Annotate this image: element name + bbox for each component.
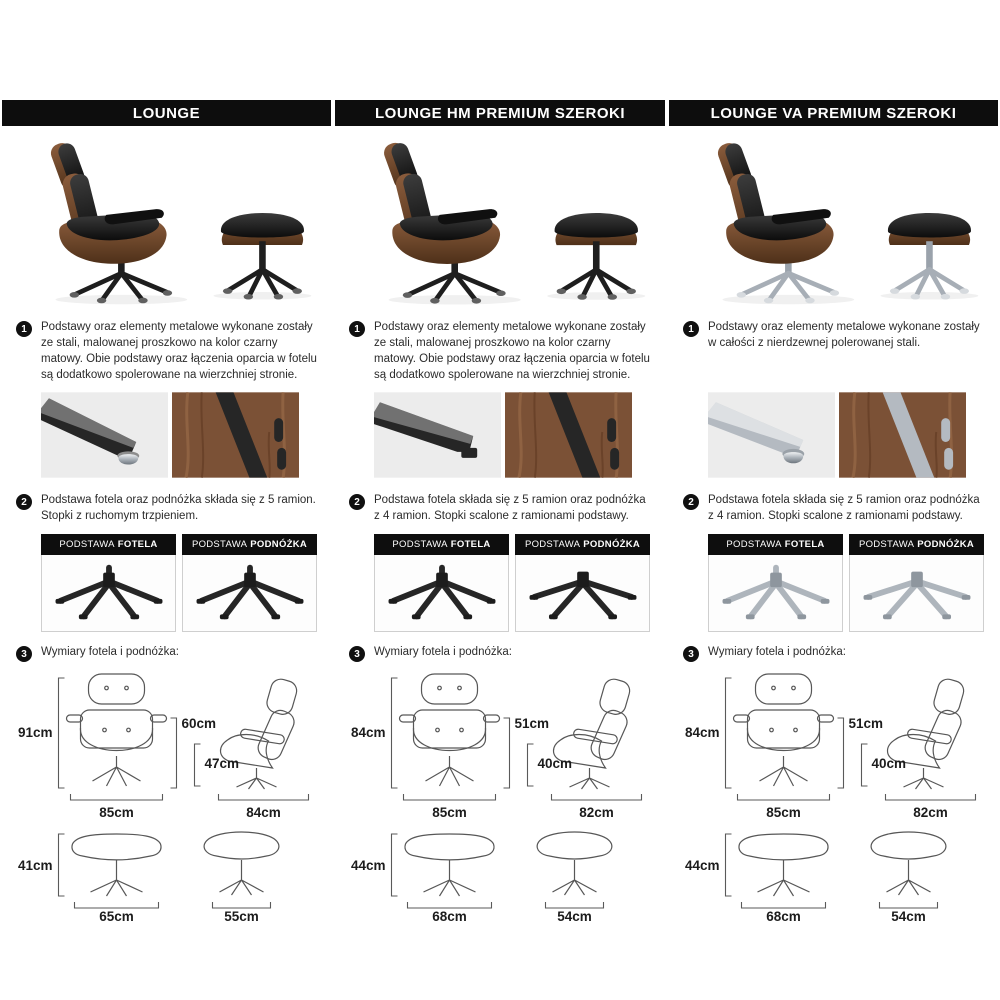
chair-dimensions-drawing	[349, 670, 651, 820]
step-3-badge: 3	[683, 646, 699, 662]
base-box-chair	[708, 534, 843, 632]
base-boxes	[374, 534, 651, 632]
dim-chair-seat-height: 40cm	[537, 756, 573, 771]
base-box-ottoman	[182, 534, 317, 632]
ottoman-cushion	[221, 213, 304, 237]
dim-chair-seat-height: 47cm	[204, 756, 240, 771]
dim-ottoman-depth: 54cm	[891, 909, 926, 922]
ottoman-dimensions-drawing	[349, 822, 651, 922]
ottoman-dimensions-drawing	[16, 822, 317, 922]
dim-chair-height: 84cm	[684, 725, 720, 740]
ottoman-base	[890, 241, 969, 299]
step-2	[683, 493, 984, 526]
ottoman-base	[557, 241, 636, 300]
label-prefix: PODSTAWA	[191, 539, 248, 550]
base-box-ottoman-label	[515, 534, 650, 555]
product-photo-chair-ottoman	[16, 132, 317, 310]
step-2	[16, 493, 317, 526]
step-1	[349, 320, 651, 384]
column-body	[667, 126, 1000, 922]
step-3-text: Wymiary fotela i podnóżka:	[374, 646, 512, 658]
four-arm-base-illustration	[520, 558, 646, 628]
base-box-ottoman	[515, 534, 650, 632]
ottoman-cushion	[888, 213, 971, 237]
base-box-ottoman-image	[182, 555, 317, 632]
base-box-ottoman-label	[182, 534, 317, 555]
dim-ottoman-width: 68cm	[766, 909, 801, 922]
ottoman-dims-svg	[683, 822, 984, 922]
dim-chair-depth: 82cm	[913, 805, 948, 820]
lounge-chair-photo-illustration	[683, 132, 984, 310]
five-arm-base-illustration	[187, 558, 313, 628]
detail-photo-shell-bracket	[172, 392, 299, 478]
detail-photos	[41, 392, 317, 478]
base-box-chair-label	[41, 534, 176, 555]
dim-chair-width: 85cm	[766, 805, 801, 820]
step-1-text: Podstawy oraz elementy metalowe wykonane zostały w całości z nierdzewnej polerowanej stali.	[708, 321, 980, 349]
base-box-chair	[41, 534, 176, 632]
dim-chair-depth: 84cm	[246, 805, 281, 820]
base-boxes	[708, 534, 984, 632]
step-2	[349, 493, 651, 526]
detail-photo-base-foot	[374, 392, 501, 478]
column-title: LOUNGE VA PREMIUM SZEROKI	[710, 104, 957, 122]
label-bold: PODNÓŻKA	[917, 539, 975, 550]
step-1-text: Podstawy oraz elementy metalowe wykonane zostały ze stali, malowanej proszkowo na kolor czarny matowy. Obie podstawy oraz łączenia oparcia w fotelu są dodatkowo spolerowane na wierzchniej stronie.	[374, 321, 650, 381]
detail-photo-shell-bracket	[839, 392, 966, 478]
dim-ottoman-depth: 54cm	[557, 909, 592, 922]
detail-photos	[708, 392, 984, 478]
step-3-badge: 3	[349, 646, 365, 662]
dim-chair-depth: 82cm	[579, 805, 614, 820]
step-1	[16, 320, 317, 384]
step-3-badge: 3	[16, 646, 32, 662]
step-3	[683, 645, 984, 662]
dim-chair-width: 85cm	[432, 805, 467, 820]
chair-dimensions-drawing	[16, 670, 317, 820]
chair-dimensions-drawing	[683, 670, 984, 820]
label-bold: PODNÓŻKA	[250, 539, 308, 550]
detail-photos	[374, 392, 651, 478]
label-bold: PODNÓŻKA	[583, 539, 641, 550]
label-prefix: PODSTAWA	[524, 539, 581, 550]
step-3	[16, 645, 317, 662]
step-2-text: Podstawa fotela składa się z 5 ramion oraz podnóżka z 4 ramion. Stopki scalone z ramionami podstawy.	[708, 494, 980, 522]
product-photo-chair-ottoman	[683, 132, 984, 310]
five-arm-base-illustration	[713, 558, 839, 628]
four-arm-base-illustration	[854, 558, 980, 628]
dim-chair-arm-height: 60cm	[181, 716, 217, 731]
step-1-text: Podstawy oraz elementy metalowe wykonane zostały ze stali, malowanej proszkowo na kolor czarny matowy. Obie podstawy oraz łączenia oparcia w fotelu są dodatkowo spolerowane na wierzchniej stronie.	[41, 321, 317, 381]
dim-chair-height: 91cm	[17, 725, 53, 740]
label-bold: FOTELA	[117, 539, 158, 550]
column-lounge-va-premium	[667, 100, 1000, 922]
dim-ottoman-width: 68cm	[432, 909, 467, 922]
five-arm-base-illustration	[379, 558, 505, 628]
dim-chair-height: 84cm	[350, 725, 386, 740]
detail-photo-shell-bracket	[505, 392, 632, 478]
dim-ottoman-depth: 55cm	[224, 909, 259, 922]
column-lounge	[0, 100, 333, 922]
step-2-text: Podstawa fotela składa się z 5 ramion oraz podnóżka z 4 ramion. Stopki scalone z ramionami podstawy.	[374, 494, 646, 522]
step-2-badge: 2	[16, 494, 32, 510]
chair-dims-svg	[349, 670, 650, 820]
detail-photo-base-foot	[41, 392, 168, 478]
dim-ottoman-height: 41cm	[17, 858, 53, 873]
step-1-badge: 1	[16, 321, 32, 337]
step-3-text: Wymiary fotela i podnóżka:	[41, 646, 179, 658]
label-bold: FOTELA	[784, 539, 825, 550]
base-box-chair-image	[708, 555, 843, 632]
base-box-ottoman-image	[515, 555, 650, 632]
detail-photo-base-foot	[708, 392, 835, 478]
step-2-text: Podstawa fotela oraz podnóżka składa się z 5 ramion. Stopki z ruchomym trzpieniem.	[41, 494, 316, 522]
column-body	[0, 126, 333, 922]
column-title-bar	[669, 100, 998, 126]
dim-chair-width: 85cm	[99, 805, 134, 820]
base-box-chair-label	[708, 534, 843, 555]
label-prefix: PODSTAWA	[392, 539, 448, 550]
label-bold: FOTELA	[450, 539, 491, 550]
column-lounge-hm-premium	[333, 100, 667, 922]
dim-ottoman-height: 44cm	[350, 858, 386, 873]
step-1-badge: 1	[349, 321, 365, 337]
dim-ottoman-width: 65cm	[99, 909, 134, 922]
dim-chair-arm-height: 51cm	[848, 716, 884, 731]
step-3	[349, 645, 651, 662]
step-1-badge: 1	[683, 321, 699, 337]
chair-dims-svg	[683, 670, 984, 820]
step-1	[683, 320, 984, 384]
column-title: LOUNGE HM PREMIUM SZEROKI	[374, 104, 625, 122]
base-box-chair-label	[374, 534, 509, 555]
base-box-ottoman-image	[849, 555, 984, 632]
ottoman-base	[223, 241, 302, 299]
label-prefix: PODSTAWA	[59, 539, 115, 550]
product-photo-chair-ottoman	[349, 132, 651, 310]
column-title-bar	[335, 100, 665, 126]
ottoman-dimensions-drawing	[683, 822, 984, 922]
dim-ottoman-height: 44cm	[684, 858, 720, 873]
column-body	[333, 126, 667, 922]
step-3-text: Wymiary fotela i podnóżka:	[708, 646, 846, 658]
step-2-badge: 2	[683, 494, 699, 510]
ottoman-dims-svg	[16, 822, 317, 922]
base-box-ottoman	[849, 534, 984, 632]
lounge-chair-photo-illustration	[16, 132, 317, 310]
base-boxes	[41, 534, 317, 632]
label-prefix: PODSTAWA	[858, 539, 915, 550]
step-2-badge: 2	[349, 494, 365, 510]
dim-chair-arm-height: 51cm	[514, 716, 550, 731]
base-box-chair-image	[374, 555, 509, 632]
columns-container	[0, 100, 1000, 922]
five-arm-base-illustration	[46, 558, 172, 628]
base-box-chair-image	[41, 555, 176, 632]
chair-dims-svg	[16, 670, 317, 820]
lounge-chair-photo-illustration	[349, 132, 651, 310]
ottoman-dims-svg	[349, 822, 650, 922]
column-title: LOUNGE	[132, 104, 201, 122]
dim-chair-seat-height: 40cm	[871, 756, 907, 771]
base-box-chair	[374, 534, 509, 632]
label-prefix: PODSTAWA	[726, 539, 782, 550]
column-title-bar	[2, 100, 331, 126]
base-box-ottoman-label	[849, 534, 984, 555]
ottoman-cushion	[555, 213, 638, 238]
